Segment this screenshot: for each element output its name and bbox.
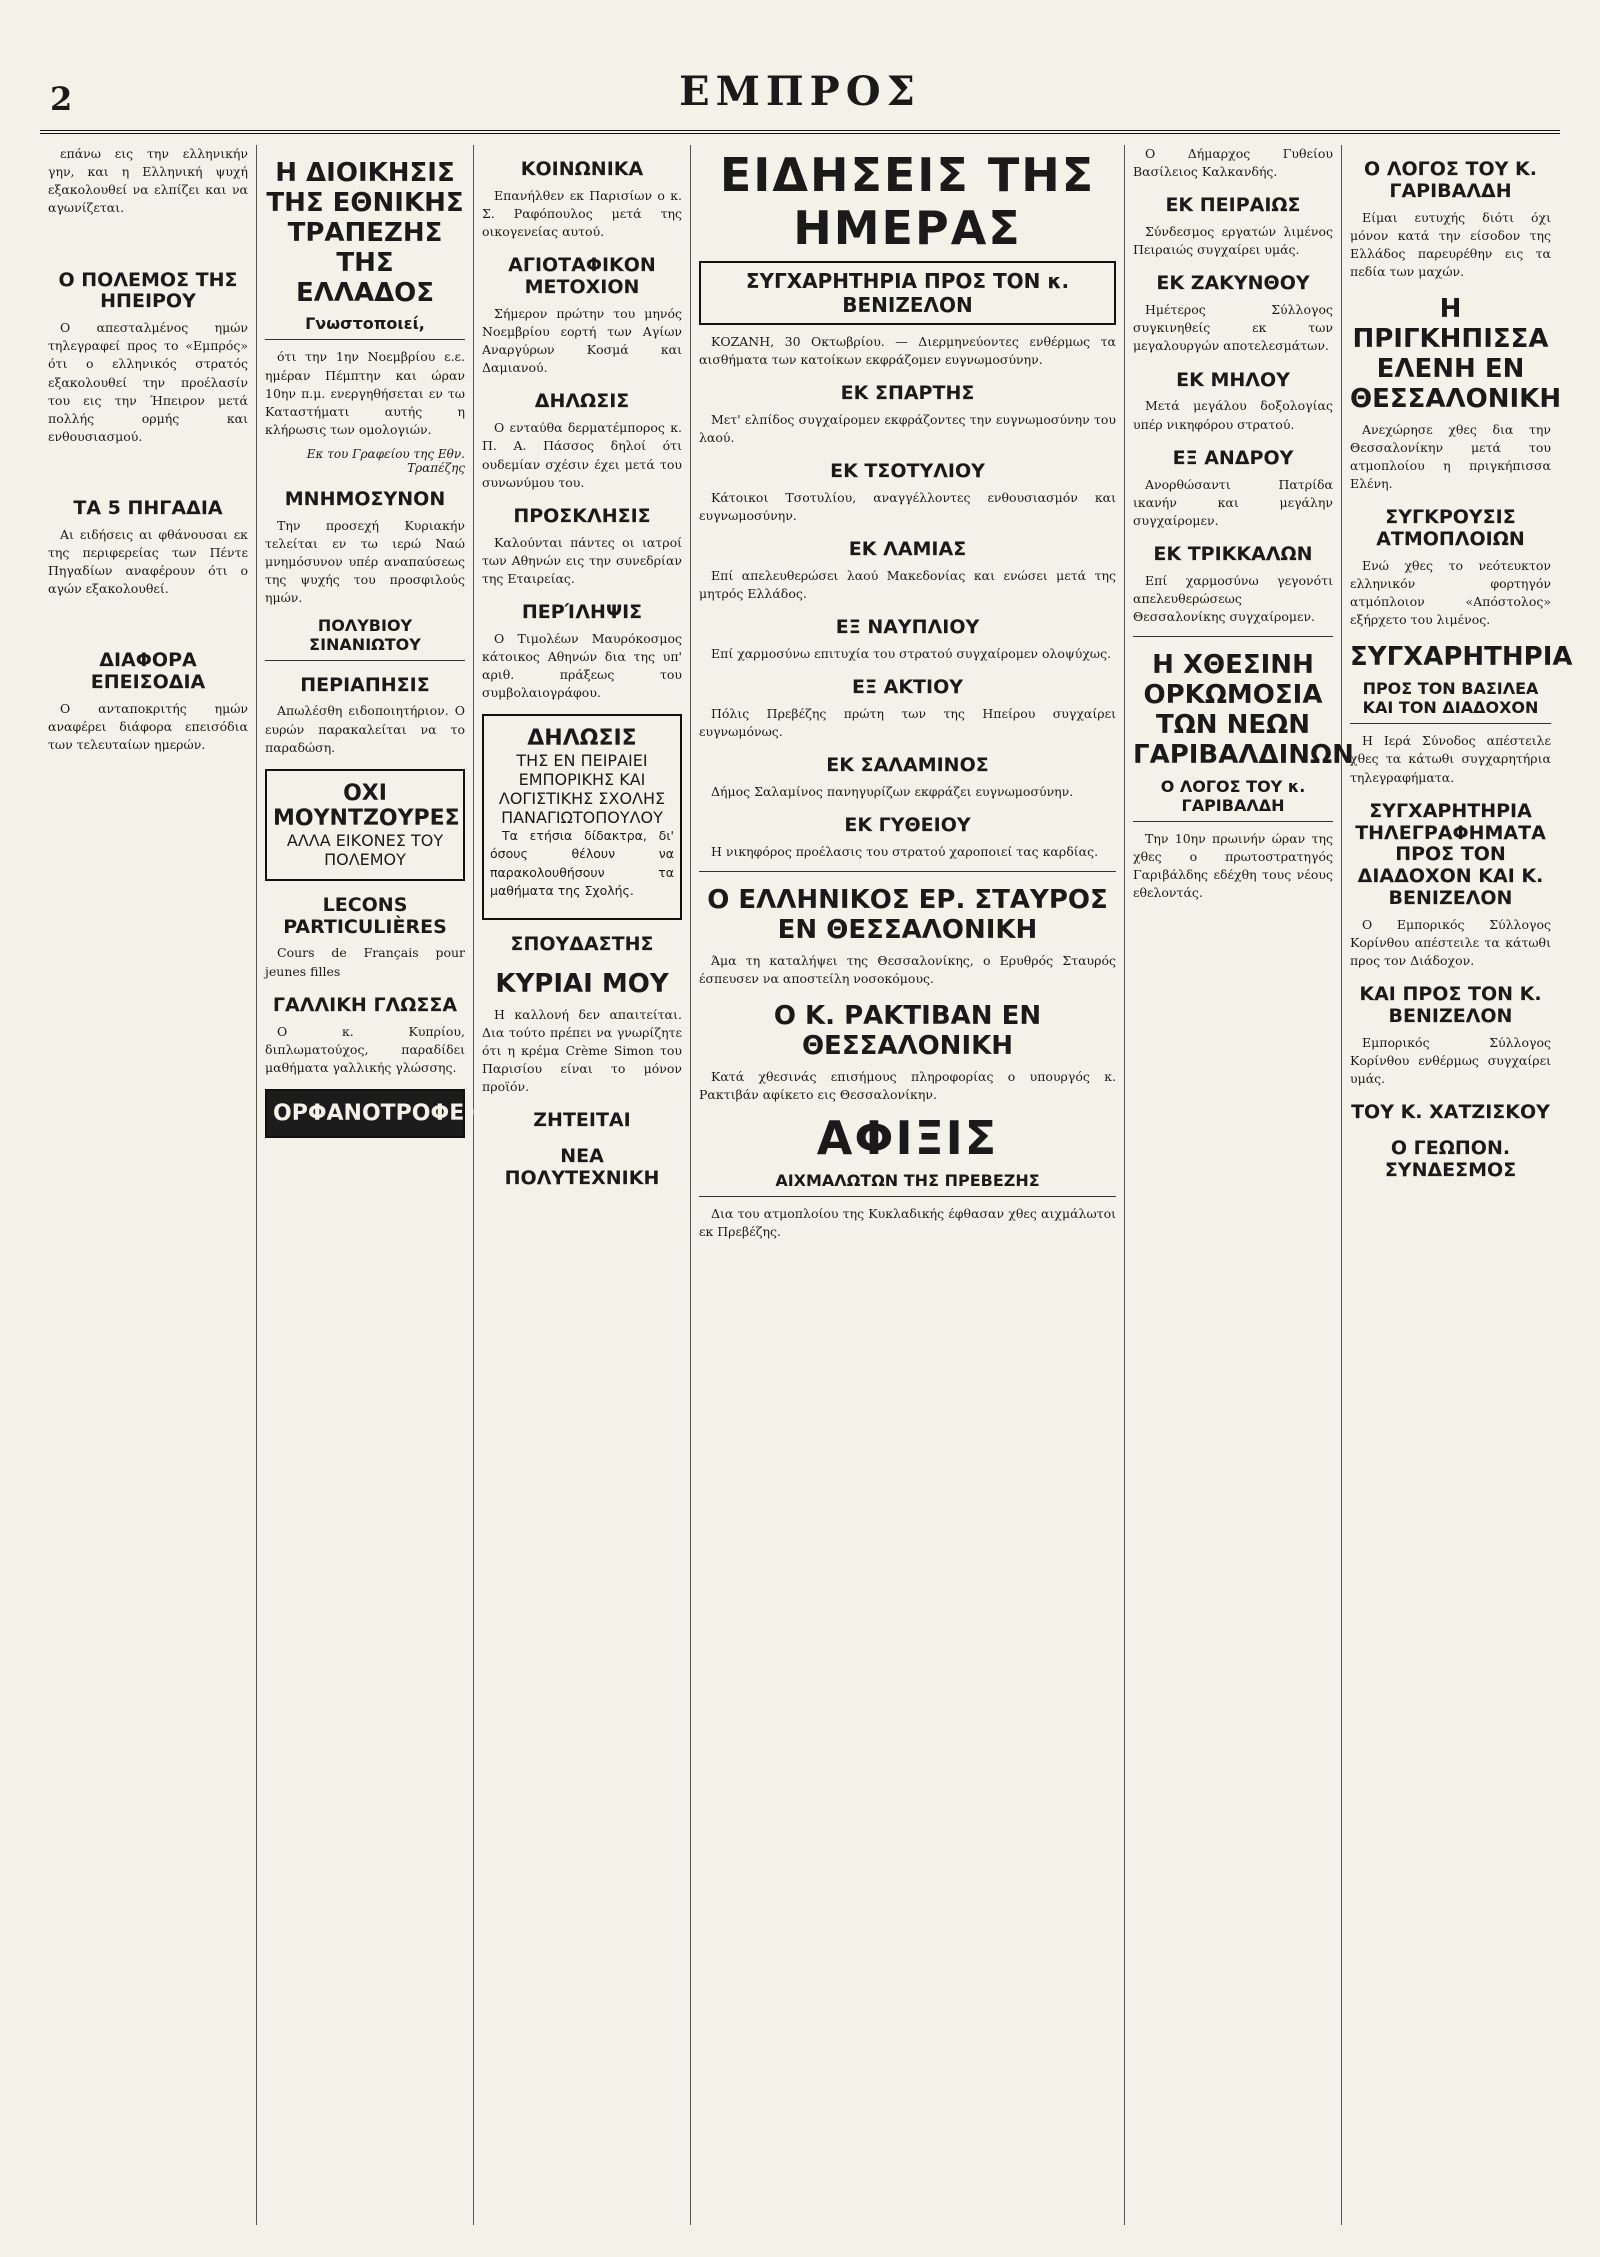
headline: ΕΚ ΤΣΟΤΥΛΙΟΥ [830, 460, 985, 483]
article-text: ότι την 1ην Νοεμβρίου ε.ε. ημέραν Πέμπτην και ώραν 10ην π.μ. ενεργηθήσεται εν τω Καταστήματι αυτής η κλήρωσις των ομολογιών. [265, 349, 465, 437]
banner-headline: ΕΙΔΗΣΕΙΣ ΤΗΣ ΗΜΕΡΑΣ [719, 148, 1096, 255]
article-text: Ανορθώσαντι Πατρίδα ικανήν και μεγάλην συγχαίρομεν. [1133, 476, 1333, 528]
headline: Η ΠΡΙΓΚΗΠΙΣΣΑ ΕΛΕΝΗ ΕΝ ΘΕΣΣΑΛΟΝΙΚΗ [1350, 294, 1562, 414]
masthead [40, 60, 1560, 134]
headline: ΑΦΙΞΙΣ [816, 1111, 999, 1166]
headline: ΕΚ ΠΕΙΡΑΙΩΣ [1165, 194, 1301, 217]
advertisement [265, 769, 465, 881]
article-text: Καλούνται πάντες οι ιατροί των Αθηνών εις την συνεδρίαν της Εταιρείας. [482, 534, 682, 586]
article-text: Ο ενταύθα δερματέμπορος κ. Π. Α. Πάσσος δηλοί ότι ουδεμίαν σχέσιν έχει μετά του συνωνύμου του. [482, 420, 682, 490]
subheadline: ΠΟΛΥΒΙΟΥ ΣΙΝΑΝΙΩΤΟΥ [265, 616, 465, 661]
headline: ΕΚ ΖΑΚΥΝΘΟΥ [1156, 272, 1310, 295]
ad-title: ΟΧΙ ΜΟΥΝΤΖΟΥΡΕΣ [273, 780, 460, 831]
article-text: Σήμερον πρώτην του μηνός Νοεμβρίου εορτή των Αγίων Αναργύρων Κοσμά και Δαμιανού. [482, 305, 682, 376]
headline: ΕΞ ΝΑΥΠΛΙΟΥ [835, 616, 980, 639]
article-text: Ο Εμπορικός Σύλλογος Κορίνθου απέστειλε τα κάτωθι προς τον Διάδοχον. [1350, 916, 1551, 969]
headline: ΤΟΥ Κ. ΧΑΤΖΙΣΚΟΥ [1351, 1101, 1550, 1124]
column-4 [691, 145, 1125, 2225]
subheadline: Γνωστοποιεί, [265, 314, 465, 340]
headline: ΕΚ ΜΗΛΟΥ [1176, 368, 1290, 391]
article-text: Ημέτερος Σύλλογος συγκινηθείς εκ των μεγαλουργών αποτελεσμάτων. [1133, 302, 1333, 354]
headline: ΕΚ ΣΠΑΡΤΗΣ [840, 382, 975, 405]
subheadline: Ο ΛΟΓΟΣ ΤΟΥ κ. ΓΑΡΙΒΑΛΔΗ [1133, 777, 1333, 822]
article-text: Μετ' ελπίδος συγχαίρομεν εκφράζοντες την ευγνωμοσύνην του λαού. [699, 411, 1116, 445]
headline: ΜΝΗΜΟΣΥΝΟΝ [284, 488, 446, 511]
headline: ΣΠΟΥΔΑΣΤΗΣ [510, 932, 654, 955]
headline: Ο ΛΟΓΟΣ ΤΟΥ Κ. ΓΑΡΙΒΑΛΔΗ [1364, 158, 1537, 202]
headline: ΕΚ ΣΑΛΑΜΙΝΟΣ [826, 754, 989, 777]
article-text: Επί χαρμοσύνω γεγονότι απελευθερώσεως Θεσσαλονίκης συγχαίρομεν. [1133, 572, 1333, 624]
headline: ΔΙΑΦΟΡΑ ΕΠΕΙΣΟΔΙΑ [90, 649, 206, 694]
article-text: Αι ειδήσεις αι φθάνουσαι εκ της περιφερείας των Πέντε Πηγαδίων αναφέρουν ότι ο αγών εξακολουθεί. [48, 526, 248, 597]
article-text: επάνω εις την ελληνικήν γην, και η Ελληνική ψυχή εξακολουθεί να ελπίζει και να αγωνίζεται. [48, 146, 248, 216]
article-text: Τα ετήσια δίδακτρα, δι' όσους θέλουν να παρακολουθήσουν τα μαθήματα της Σχολής. [490, 828, 674, 898]
headline: ΔΗΛΩΣΙΣ [534, 390, 630, 413]
headline: ΕΚ ΛΑΜΙΑΣ [848, 538, 967, 561]
subheadline: ΑΙΧΜΑΛΩΤΩΝ ΤΗΣ ΠΡΕΒΕΖΗΣ [699, 1171, 1116, 1197]
headline: ΣΥΓΧΑΡΗΤΗΡΙΑ [1350, 642, 1573, 673]
byline: Εκ του Γραφείου της Εθν. Τραπέζης [306, 447, 465, 476]
article-text: Απωλέσθη ειδοποιητήριον. Ο ευρών παρακαλείται να το παραδώση. [265, 703, 465, 755]
ad-subtitle: ΤΗΣ ΕΝ ΠΕΙΡΑΙΕΙ ΕΜΠΟΡΙΚΗΣ ΚΑΙ ΛΟΓΙΣΤΙΚΗΣ ΣΧΟΛΗΣ ΠΑΝΑΓΙΩΤΟΠΟΥΛΟΥ [498, 751, 666, 828]
article-text: Δήμος Σαλαμίνος πανηγυρίζων εκφράζει ευγνωμοσύνην. [711, 784, 1074, 800]
ad-subtitle: ΑΛΛΑ ΕΙΚΟΝΕΣ ΤΟΥ ΠΟΛΕΜΟΥ [286, 830, 444, 869]
advertisement [482, 714, 682, 920]
headline: ΕΞ ΑΝΔΡΟΥ [1172, 446, 1294, 469]
headline: ΠΕΡΙΑΠΗΣΙΣ [300, 673, 430, 696]
headline: ΣΥΓΧΑΡΗΤΗΡΙΑ ΤΗΛΕΓΡΑΦΗΜΑΤΑ ΠΡΟΣ ΤΟΝ ΔΙΑΔΟΧΟΝ ΚΑΙ Κ. ΒΕΝΙΖΕΛΟΝ [1355, 799, 1546, 910]
advertisement [265, 1089, 508, 1138]
article-text: Την προσεχή Κυριακήν τελείται εν τω ιερώ Ναώ μνημόσυνον υπέρ αναπαύσεως της ψυχής του προσφιλούς ημών. [265, 517, 465, 606]
headline: ΠΡΟΣΚΛΗΣΙΣ [513, 504, 651, 527]
ad-title: ΟΡΦΑΝΟΤΡΟΦΕΙΟΥ [273, 1100, 508, 1126]
article-text: Κατά χθεσινάς επισήμους πληροφορίας ο υπουργός κ. Ρακτιβάν αφίκετο εις Θεσσαλονίκην. [699, 1069, 1116, 1103]
article-text: Μετά μεγάλου δοξολογίας υπέρ νικηφόρου στρατού. [1133, 398, 1333, 432]
headline: ΓΑΛΛΙΚΗ ΓΛΩΣΣΑ [272, 993, 458, 1016]
article-text: Ο κ. Κυπρίου, διπλωματούχος, παραδίδει μαθήματα γαλλικής γλώσσης. [265, 1023, 465, 1075]
headline: ΝΕΑ ΠΟΛΥΤΕΧΝΙΚΗ [504, 1145, 660, 1189]
article-text: Cours de Français pour jeunes filles [265, 945, 465, 979]
column-6 [1342, 145, 1573, 2225]
headline: ΕΞ ΑΚΤΙΟΥ [852, 676, 963, 699]
article-text: Δια του ατμοπλοίου της Κυκλαδικής έφθασαν χθες αιχμάλωτοι εκ Πρεβέζης. [699, 1206, 1116, 1240]
ad-title: ΔΗΛΩΣΙΣ [527, 726, 637, 752]
headline: LECONS PARTICULIÈRES [283, 893, 447, 938]
article-text: Εμπορικός Σύλλογος Κορίνθου ενθέρμως συγχαίρει υμάς. [1350, 1034, 1551, 1087]
headline: ΠΕΡΊΛΗΨΙΣ [521, 600, 643, 623]
article-text: Ο Τιμολέων Μαυρόκοσμος κάτοικος Αθηνών δια της υπ' αριθ. πράξεως του συμβολαιογράφου. [482, 630, 682, 701]
article-text: Κάτοικοι Τσοτυλίου, αναγγέλλοντες ενθουσιασμόν και ευγνωμοσύνην. [699, 489, 1116, 524]
article-text: Ο απεσταλμένος ημών τηλεγραφεί προς το «Εμπρός» ότι ο ελληνικός στρατός εξακολουθεί την προέλασίν του εις την Ήπειρον μετά πολλής ορμής και ενθουσιασμού. [48, 320, 248, 444]
headline: ΚΥΡΙΑΙ ΜΟΥ [495, 968, 669, 999]
headline: Ο ΓΕΩΠΟΝ. ΣΥΝΔΕΣΜΟΣ [1384, 1137, 1517, 1182]
article-text: Η Ιερά Σύνοδος απέστειλε χθες τα κάτωθι συγχαρητήρια τηλεγραφήματα. [1350, 733, 1551, 785]
article-text: Επανήλθεν εκ Παρισίων ο κ. Σ. Ραφόπουλος μετά της οικογενείας αυτού. [482, 187, 682, 240]
column-2 [257, 145, 508, 2225]
article-text: Άμα τη καταλήψει της Θεσσαλονίκης, ο Ερυθρός Σταυρός έσπευσεν να αποστείλη νοσοκόμους. [699, 953, 1116, 987]
column-5 [1125, 145, 1354, 2225]
article-text: Ο ανταποκριτής ημών αναφέρει διάφορα επεισόδια των τελευταίων ημερών. [48, 701, 248, 753]
article-text: Επί χαρμοσύνω επιτυχία του στρατού συγχαίρομεν ολοψύχως. [711, 646, 1112, 662]
column-1 [40, 145, 257, 2225]
headline: Ο ΕΛΛΗΝΙΚΟΣ ΕΡ. ΣΤΑΥΡΟΣ ΕΝ ΘΕΣΣΑΛΟΝΙΚΗ [707, 885, 1108, 946]
article-text: Η νικηφόρος προέλασις του στρατού χαροποιεί τας καρδίας. [711, 844, 1099, 860]
headline: Ο ΠΟΛΕΜΟΣ ΤΗΣ ΗΠΕΙΡΟΥ [58, 268, 238, 313]
headline: Ο Κ. ΡΑΚΤΙΒΑΝ ΕΝ ΘΕΣΣΑΛΟΝΙΚΗ [773, 1001, 1042, 1062]
subheadline: ΠΡΟΣ ΤΟΝ ΒΑΣΙΛΕΑ ΚΑΙ ΤΟΝ ΔΙΑΔΟΧΟΝ [1350, 679, 1551, 724]
headline: ΑΓΙΟΤΑΦΙΚΟΝ ΜΕΤΟΧΙΟΝ [508, 254, 656, 299]
article-text: Την 10ην πρωινήν ώραν της χθες ο πρωτοστρατηγός Γαριβάλδης εδέχθη τους νέους εθελοντάς. [1133, 830, 1333, 901]
article-text: ΚΟΖΑΝΗ, 30 Οκτωβρίου. — Διερμηνεύοντες ενθέρμως τα αισθήματα των κατοίκων εκφράζομεν ευγνωμοσύνην. [699, 333, 1116, 367]
article-text: Σύνδεσμος εργατών λιμένος Πειραιώς συγχαίρει υμάς. [1133, 224, 1333, 258]
article-text: Επί απελευθερώσει λαού Μακεδονίας και ενώσει μετά της μητρός Ελλάδος. [699, 568, 1116, 602]
headline: ΚΟΙΝΩΝΙΚΑ [520, 158, 644, 180]
article-text: Ο Δήμαρχος Γυθείου Βασίλειος Καλκανδής. [1133, 146, 1333, 180]
headline: ΤΑ 5 ΠΗΓΑΔΙΑ [73, 497, 223, 520]
banner-subheadline: ΣΥΓΧΑΡΗΤΗΡΙΑ ΠΡΟΣ ΤΟΝ κ. ΒΕΝΙΖΕΛΟΝ [699, 261, 1116, 325]
article-text: Η καλλονή δεν απαιτείται. Δια τούτο πρέπει να γνωρίζητε ότι η κρέμα Crème Simon του Παρισίου είναι το μόνον προϊόν. [482, 1006, 682, 1095]
article-text: Πόλις Πρεβέζης πρώτη των της Ηπείρου συγχαίρει ευγνωμόνως. [699, 706, 1116, 740]
headline: ΖΗΤΕΙΤΑΙ [533, 1109, 631, 1132]
headline: Η ΔΙΟΙΚΗΣΙΣ ΤΗΣ ΕΘΝΙΚΗΣ ΤΡΑΠΕΖΗΣ ΤΗΣ ΕΛΛΑΔΟΣ [266, 158, 464, 308]
headline: ΕΚ ΤΡΙΚΚΑΛΩΝ [1153, 542, 1313, 565]
headline: ΚΑΙ ΠΡΟΣ ΤΟΝ Κ. ΒΕΝΙΖΕΛΟΝ [1359, 983, 1542, 1028]
article-text: Είμαι ευτυχής διότι όχι μόνον κατά την είσοδον της Ελλάδος παρευρέθην εις τα πεδία των μαχών. [1350, 209, 1551, 280]
headline: ΕΚ ΓΥΘΕΙΟΥ [844, 814, 971, 837]
headline: ΣΥΓΚΡΟΥΣΙΣ ΑΤΜΟΠΛΟΙΩΝ [1376, 506, 1525, 551]
columns [40, 145, 1573, 2225]
article-text: Ανεχώρησε χθες δια την Θεσσαλονίκην μετά του ατμοπλοίου η πριγκήπισσα Ελένη. [1350, 421, 1551, 492]
headline: Η ΧΘΕΣΙΝΗ ΟΡΚΩΜΟΣΙΑ ΤΩΝ ΝΕΩΝ ΓΑΡΙΒΑΛΔΙΝΩΝ [1133, 650, 1354, 770]
article-text: Ενώ χθες το νεότευκτον ελληνικόν φορτηγόν ατμόπλοιον «Απόστολος» εξήρχετο του λιμένος. [1350, 557, 1551, 628]
column-3 [474, 145, 691, 2225]
page-number: 2 [50, 80, 73, 118]
paper-name: ΕΜΠΡΟΣ [679, 68, 921, 115]
